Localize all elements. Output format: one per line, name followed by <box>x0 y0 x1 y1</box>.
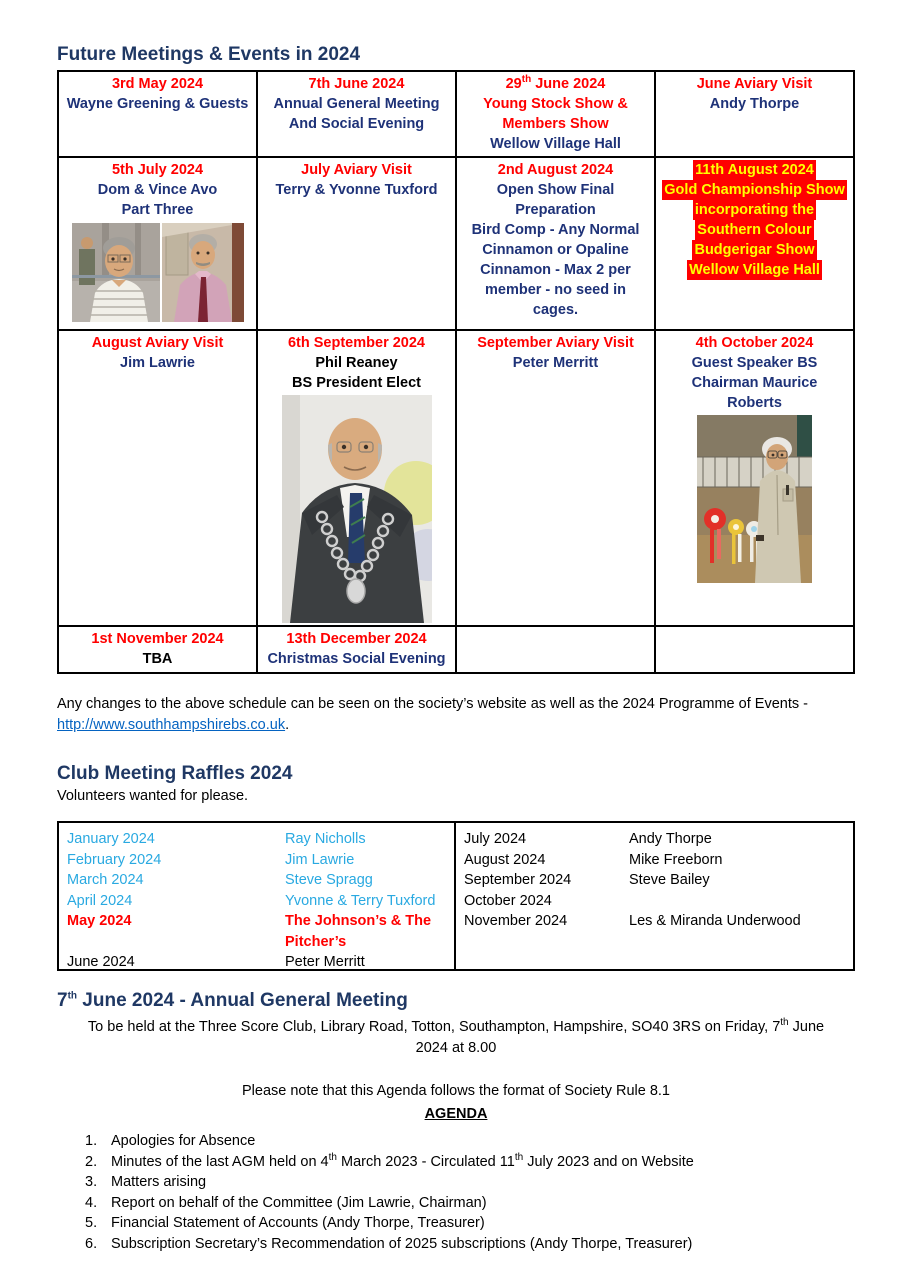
raffle-row <box>464 870 849 891</box>
event-date: 3rd May 2024 <box>111 76 204 92</box>
meetings-row-1 <box>58 71 854 157</box>
raffle-volunteer: Peter Merritt <box>285 954 365 970</box>
cell-empty-1 <box>456 626 655 673</box>
raffle-volunteer: The Johnson’s & The Pitcher’s <box>285 913 432 950</box>
event-date: 13th December 2024 <box>286 631 427 647</box>
event-date: 29th June 2024 <box>505 74 606 92</box>
agenda-number: 6. <box>85 1235 98 1252</box>
event-desc: Andy Thorpe <box>709 96 800 112</box>
cell-june-aviary <box>655 71 854 157</box>
cell-5th-july <box>58 157 257 330</box>
event-speaker: Phil Reaney <box>315 355 398 371</box>
event-date: September Aviary Visit <box>477 335 634 351</box>
event-date: August Aviary Visit <box>91 335 224 351</box>
raffle-row <box>67 952 450 973</box>
raffle-month: November 2024 <box>464 913 568 929</box>
cell-13th-december <box>257 626 456 673</box>
cell-3rd-may <box>58 71 257 157</box>
event-desc: Members Show <box>502 116 609 132</box>
raffle-month: June 2024 <box>67 954 135 970</box>
raffles-heading: Club Meeting Raffles 2024 <box>57 763 293 784</box>
event-desc: And Social Evening <box>288 116 425 132</box>
raffle-month: March 2024 <box>67 872 144 888</box>
event-date: 6th September 2024 <box>287 335 425 351</box>
cell-4th-october <box>655 330 854 626</box>
raffles-subtext: Volunteers wanted for please. <box>57 788 249 804</box>
society-website-link[interactable]: http://www.southhampshirebs.co.uk <box>57 717 286 733</box>
event-desc: Peter Merritt <box>512 355 599 371</box>
schedule-note <box>57 694 855 736</box>
agm-venue: To be held at the Three Score Club, Library Road, Totton, Southampton, Hampshire, SO40 3RS on Friday, 7th June 2024 at 8.00 <box>87 1017 825 1056</box>
raffle-row <box>464 829 849 850</box>
raffle-row <box>67 829 450 850</box>
event-speaker-title: BS President Elect <box>292 375 421 391</box>
meetings-heading: Future Meetings & Events in 2024 <box>57 44 361 65</box>
meetings-row-4 <box>58 626 854 673</box>
agenda-item-4 <box>85 1193 855 1214</box>
cell-2nd-august <box>456 157 655 330</box>
agenda-item-3 <box>85 1172 855 1193</box>
cell-empty-2 <box>655 626 854 673</box>
cell-1st-november <box>58 626 257 673</box>
highlight-line: Gold Championship Show <box>664 182 845 198</box>
event-desc: TBA <box>142 651 173 667</box>
raffle-volunteer: Jim Lawrie <box>285 851 355 868</box>
photo-phil-reaney <box>262 395 451 623</box>
agenda-text: Minutes of the last AGM held on 4th March 2023 - Circulated 11th July 2023 and on Website <box>111 1151 694 1170</box>
agenda-list <box>57 1131 855 1254</box>
agenda-item-5 <box>85 1213 855 1234</box>
portrait-maurice-roberts-photo <box>697 415 812 583</box>
agenda-text: Report on behalf of the Committee (Jim Lawrie, Chairman) <box>111 1194 487 1211</box>
portrait-vince-photo <box>162 223 244 322</box>
cell-29th-june <box>456 71 655 157</box>
photo-pair-dom-vince <box>63 223 252 322</box>
raffle-month: January 2024 <box>67 831 155 847</box>
highlight-line: incorporating the <box>694 202 815 218</box>
event-date: June Aviary Visit <box>696 76 813 92</box>
raffle-month: August 2024 <box>464 851 546 868</box>
cell-september-aviary <box>456 330 655 626</box>
agenda-item-2 <box>85 1152 855 1173</box>
raffle-month: September 2024 <box>464 872 572 888</box>
agenda-text: Financial Statement of Accounts (Andy Thorpe, Treasurer) <box>111 1215 485 1231</box>
agenda-number: 5. <box>85 1215 98 1231</box>
event-desc: Dom & Vince Avo <box>97 182 218 198</box>
raffle-volunteer: Ray Nicholls <box>285 831 366 847</box>
raffle-row <box>67 891 450 912</box>
agenda-number: 3. <box>85 1174 98 1190</box>
portrait-dom-photo <box>72 223 160 322</box>
event-date: 1st November 2024 <box>91 631 224 647</box>
event-desc: Wayne Greening & Guests <box>66 96 249 112</box>
raffle-table <box>57 821 855 971</box>
agenda-item-1 <box>85 1131 855 1152</box>
agenda-number: 1. <box>85 1133 98 1149</box>
event-desc: Annual General Meeting <box>273 96 440 112</box>
event-date: 2nd August 2024 <box>497 162 614 178</box>
cell-6th-september <box>257 330 456 626</box>
event-date: 7th June 2024 <box>308 76 405 92</box>
cell-11th-august-gold-show <box>655 157 854 330</box>
raffle-row <box>67 850 450 871</box>
meetings-table <box>57 70 855 674</box>
cell-july-aviary <box>257 157 456 330</box>
raffle-month: February 2024 <box>67 851 162 868</box>
raffle-volunteer: Andy Thorpe <box>629 831 712 847</box>
event-venue: Wellow Village Hall <box>490 136 621 152</box>
raffle-row <box>464 850 849 871</box>
event-date: July Aviary Visit <box>301 162 412 178</box>
event-desc: Christmas Social Evening <box>267 651 446 667</box>
event-desc: Young Stock Show & <box>483 96 628 112</box>
event-desc: Part Three <box>121 202 194 218</box>
meetings-row-3 <box>58 330 854 626</box>
highlight-line: Southern Colour <box>697 222 812 238</box>
event-desc: Guest Speaker BS Chairman Maurice Roberts <box>691 355 818 411</box>
agm-rule-note: Please note that this Agenda follows the format of Society Rule 8.1 <box>241 1083 670 1099</box>
agenda-text: Subscription Secretary’s Recommendation of 2025 subscriptions (Andy Thorpe, Treasurer) <box>111 1235 693 1252</box>
portrait-phil-reaney-photo <box>282 395 432 623</box>
cell-august-aviary <box>58 330 257 626</box>
schedule-note-text: Any changes to the above schedule can be seen on the society’s website as well as the 2024 Programme of Events - <box>57 696 808 712</box>
raffle-volunteer: Les & Miranda Underwood <box>629 913 801 929</box>
agenda-item-6 <box>85 1234 855 1255</box>
photo-maurice-roberts <box>660 415 849 583</box>
event-desc: Jim Lawrie <box>120 355 195 371</box>
agm-heading: 7th June 2024 - Annual General Meeting <box>57 990 408 1011</box>
raffle-month: April 2024 <box>67 892 133 909</box>
event-date: 5th July 2024 <box>111 162 204 178</box>
agenda-title: AGENDA <box>424 1106 488 1122</box>
raffle-volunteer: Yvonne & Terry Tuxford <box>285 892 436 909</box>
highlight-line: Wellow Village Hall <box>689 262 820 278</box>
event-desc: Terry & Yvonne Tuxford <box>275 182 438 198</box>
raffle-row <box>67 870 450 891</box>
cell-7th-june <box>257 71 456 157</box>
raffle-month: July 2024 <box>464 831 527 847</box>
raffle-volunteer: Steve Bailey <box>629 872 710 888</box>
raffle-row <box>464 911 849 932</box>
raffle-row <box>67 911 450 952</box>
schedule-note-period: . <box>285 717 290 733</box>
raffle-row <box>464 891 849 912</box>
event-desc: Open Show Final Preparation <box>496 182 615 218</box>
agenda-number: 4. <box>85 1194 98 1211</box>
agenda-number: 2. <box>85 1153 98 1170</box>
meetings-row-2 <box>58 157 854 330</box>
raffle-table-left <box>59 823 456 969</box>
agenda-text: Apologies for Absence <box>111 1133 256 1149</box>
raffle-table-right <box>456 823 853 969</box>
raffle-month: May 2024 <box>67 913 132 929</box>
raffle-volunteer: Mike Freeborn <box>629 851 723 868</box>
highlight-line: Budgerigar Show <box>694 242 815 258</box>
highlight-line: 11th August 2024 <box>695 162 814 178</box>
raffle-volunteer: Steve Spragg <box>285 872 373 888</box>
event-desc: Bird Comp - Any Normal Cinnamon or Opaline Cinnamon - Max 2 per member - no seed in cages. <box>471 222 640 318</box>
event-date: 4th October 2024 <box>695 335 814 351</box>
raffle-month: October 2024 <box>464 892 552 909</box>
agenda-text: Matters arising <box>111 1174 207 1190</box>
